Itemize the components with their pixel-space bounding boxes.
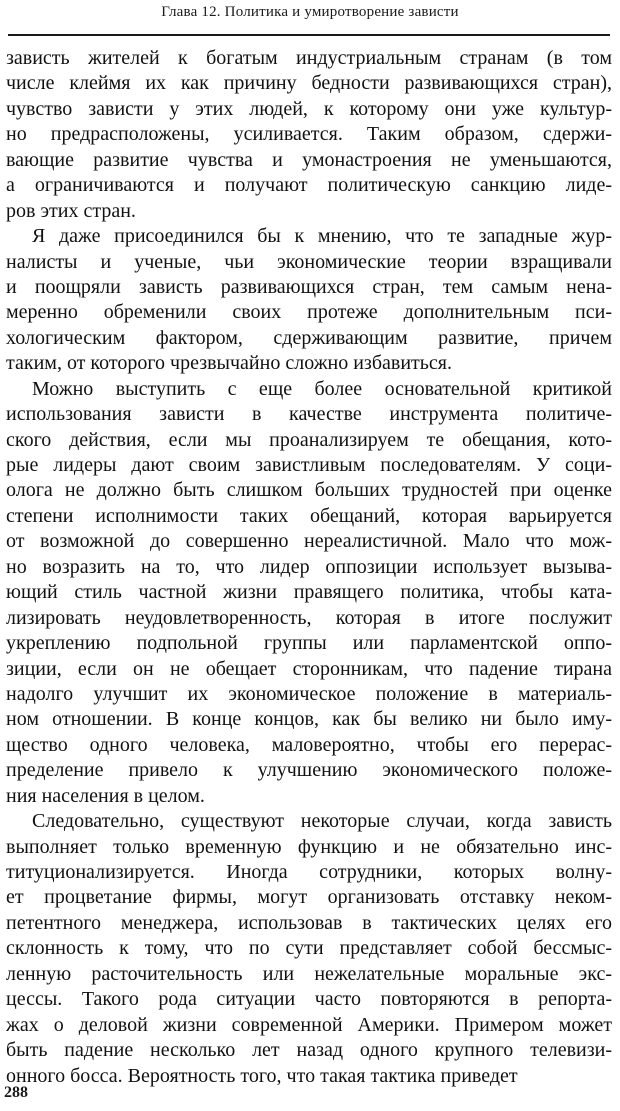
text-line: щество одного человека, маловероятно, чтобы его перерас- bbox=[6, 733, 612, 756]
paragraph bbox=[6, 809, 612, 1089]
text-line: петентного менеджера, использовав в тактических целях его bbox=[6, 911, 612, 934]
text-line: титуционализируется. Иногда сотрудники, которых волну- bbox=[6, 861, 612, 883]
paragraph bbox=[6, 377, 612, 809]
text-line: числе клеймя их как причину бедности развивающихся стран), bbox=[6, 72, 612, 95]
text-line: и поощряли зависть развивающихся стран, тем самым нена- bbox=[6, 275, 612, 298]
text-line: пределение привело к улучшению экономического положе- bbox=[6, 759, 612, 782]
text-line: хологическим фактором, сдерживающим развитие, причем bbox=[6, 326, 612, 349]
text-line: выполняет только временную функцию и не обязательно инс- bbox=[6, 835, 612, 858]
text-line: ет процветание фирмы, могут организовать отставку неком- bbox=[6, 886, 612, 909]
text-line: ния населения в целом. bbox=[6, 784, 205, 807]
text-line: зиции, если он не обещает сторонникам, что падение тирана bbox=[6, 657, 612, 680]
text-line: ров этих стран. bbox=[6, 199, 136, 222]
text-line: онного босса. Вероятность того, что такая тактика приведет bbox=[6, 1064, 518, 1087]
text-line: чувство зависти у этих людей, к которому они уже культур- bbox=[6, 97, 612, 120]
page-number: 288 bbox=[4, 1084, 28, 1101]
text-line: зависть жителей к богатым индустриальным странам (в том bbox=[6, 47, 612, 69]
paragraph bbox=[6, 46, 612, 224]
text-line: а ограничиваются и получают политическую санкцию лиде- bbox=[6, 174, 612, 197]
text-line: ном отношении. В конце концов, как бы велико ни было иму- bbox=[6, 708, 612, 731]
text-line: лизировать неудовлетворенность, которая в итоге послужит bbox=[6, 606, 612, 629]
text-line: цессы. Такого рода ситуации часто повторяются в репорта- bbox=[6, 988, 612, 1011]
text-line: Я даже присоединился бы к мнению, что те западные жур- bbox=[32, 225, 612, 248]
text-line: таким, от которого чрезвычайно сложно избавиться. bbox=[6, 352, 452, 375]
text-line: жах о деловой жизни современной Америки. Примером может bbox=[6, 1013, 612, 1036]
text-line: налисты и ученые, чьи экономические теории взращивали bbox=[6, 250, 612, 273]
body-text bbox=[6, 46, 612, 1089]
text-line: быть падение несколько лет назад одного крупного телевизи- bbox=[6, 1039, 612, 1062]
text-line: но предрасположены, усиливается. Таким образом, сдержи- bbox=[6, 123, 612, 146]
running-head: Глава 12. Политика и умиротворение зависти bbox=[161, 4, 459, 20]
text-line: рые лидеры дают своим завистливым последователям. У соци- bbox=[6, 454, 612, 476]
text-line: вающие развитие чувства и умонастроения не уменьшаются, bbox=[6, 148, 612, 171]
text-line: ского действия, если мы проанализируем те обещания, кото- bbox=[6, 428, 612, 451]
text-line: олога не должно быть слишком больших трудностей при оценке bbox=[6, 479, 612, 502]
text-line: меренно обременили своих протеже дополнительным пси- bbox=[6, 301, 612, 324]
header-rule bbox=[8, 34, 610, 36]
paragraph bbox=[6, 224, 612, 377]
text-line: склонность к тому, что по сути представляет собой бессмыс- bbox=[6, 937, 612, 960]
text-line: ющий стиль частной жизни правящего политика, чтобы ката- bbox=[6, 581, 612, 604]
text-line: использования зависти в качестве инструмента политиче- bbox=[6, 403, 612, 426]
text-line: Можно выступить с еще более основательной критикой bbox=[32, 377, 612, 400]
text-line: Следовательно, существуют некоторые случаи, когда зависть bbox=[32, 810, 612, 833]
text-line: ленную расточительность или нежелательные моральные экс- bbox=[6, 962, 612, 985]
text-line: надолго улучшит их экономическое положение в материаль- bbox=[6, 682, 612, 705]
text-line: степени исполнимости таких обещаний, которая варьируется bbox=[6, 504, 612, 527]
text-line: от возможной до совершенно нереалистичной. Мало что мож- bbox=[6, 530, 612, 553]
text-line: укреплению подпольной группы или парламентской оппо- bbox=[6, 632, 612, 655]
text-line: но возразить на то, что лидер оппозиции использует вызыва- bbox=[6, 555, 612, 578]
